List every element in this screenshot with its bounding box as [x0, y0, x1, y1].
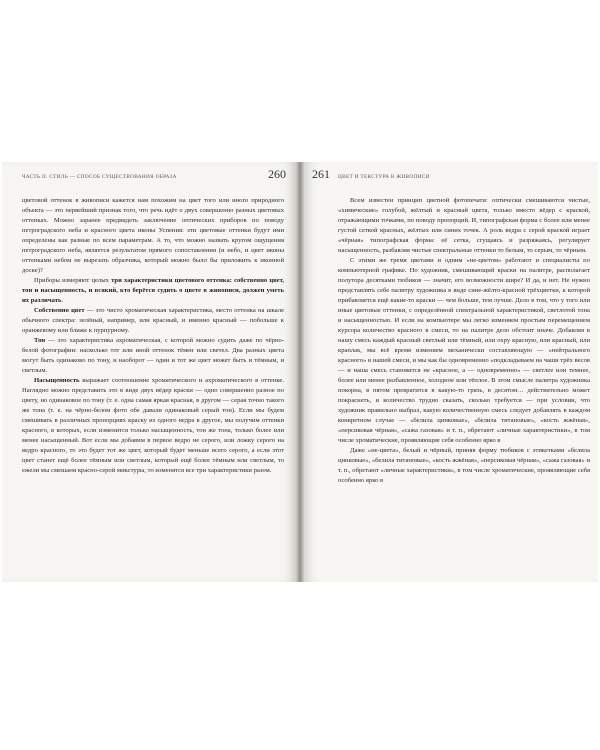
paragraph: Даже «не-цвета», белый и чёрный, приняв форму тюбиков с этикетками «белила цинковые», «белила титановые», «кость жжёная», «персиковая чёрная», «сажа газовая» и т. п., обретают «личные характеристики», в том числе хроматические, проявляющие себя особенно ярко в — [338, 447, 590, 484]
page-number-right: 261 — [312, 167, 330, 181]
paragraph: Всем известен принцип цветной фотопечати: оптически смешиваются чистые, «химические» голубой, жёлтый и красный цвета, только вместо вёдер с краской, отражающими точками, по поводу пропорций. И, типографская форма с более или менее густой сеткой красных, жёлтых или синих точек. А роль ведра с серой краской играет «чёрная» типографская форма: её сетка, сгущаясь и разряжаясь, регулирует насыщенность, разбавляя чистые спектральные оттенки то белым, то серым, то чёрным. — [338, 197, 590, 254]
left-page — [2, 162, 296, 582]
paragraph: цветовой оттенок в живописи кажется нам похожим на цвет того или иного природного объекта — это первейший признак того, что речь идёт о двух совершенно разных цветовых оттенках. Можно заранее предвидеть заключение оптических приборов по поводу петроградского неба и красного цвета иконы Успения: эти цветовые оттенки будут ими определены как разные по всем параметрам. А то, что можно назвать кругом ощущения петроградского неба, является результатом прямого сопоставления (и небо, и цвет иконы оттенками небом не вырезать образчика, который можно было бы приложить к иконной доске)? — [22, 197, 284, 274]
paragraph: Насыщенность выражает соотношение хроматического и ахроматического в оттенке. Наглядно можно представить это в виде двух вёдер краски — одно совершенно разное по цвету, но одинаковое по тону (т. е. одна самая яркая красная, в другом — серая точно такого же тона (т. е. на чёрно-белом фото обе давали одинаковый серый тон). Если мы будем смешивать в различных пропорциях краску из одного ведра в другое, мы получим оттенки красного, в которых, если изменится только насыщенность, тон же тона, только более или менее насыщенный. Вот если мы добавим в первое ведро не серого, или ложку серого на ведро красного, то это будет тот же цвет, который будет меньше всего серого, а если этот цвет станет ещё более тёмным или светлым, который ещё более тёмным или светлым, то ежели мы смешаем красно-серой микстуры, то изменятся все три характеристики разом. — [22, 377, 284, 474]
paragraph: Собственно цвет — это чисто хроматическая характеристика, место оттенка на шкале обычного спектра: зелёный, например, или красный, и именно красный — побольше к оранжевому или ближе к пурпурному. — [22, 307, 285, 334]
paragraph: С этими же тремя цветами и одним «не-цветом» работают и специалисты по компьютерной графике. Но художник, смешивающий краски на палитре, располагает полутора десятками тюбиков — значит, его возможности шире? И да, и нет. Не нужно представлять себе палитру художника в виде сине-жёлто-красной трёхцветки, к которой прибавляется ещё какие-то краски — чем больше, тем лучше. Дело в том, что у того или иные цветовые оттенки, с определённой спектральной характеристикой, светлотой тона и насыщенностью. И если на компьютере мы легко изменяем простым перемещением курсора количество красного в смеси, то на палитре дело обстоит иначе. Добавляя в нашу смесь каждый красный светлый или тёмный, или охру красную, или красный, или краплак, мы всё время изменяем механически составляющую — «нейтрального красного» в нашей смеси, и мы как бы одновременно «подкладываем на чаши трёх весов — и наша смесь становится не «красное, а — одновременно» — светлее или темнее, более или менее разбавленное, холодное или тёплое. В этом смысле палитра художника покорна, в пятом превратится в какую-то грязь, в десятом… действительно может покраснеть, и количество трудно сказать, сколько требуется — при условии, что художник правильно выбрал, какую количественную смесь следует добавлять в каждом конкретном случае — «белила цинковые», «белила титановые», «кость жжёная», «персиковая чёрная», «сажа газовая» и т. п., обретают «личные характеристики», в том числе хроматические, проявляющие себя особенно ярко в — [338, 257, 590, 444]
right-page-text — [338, 196, 590, 486]
running-header-right: ЦВЕТ И ТЕКСТУРА В ЖИВОПИСИ — [338, 174, 430, 180]
paragraph: Тон — это характеристика ахроматическая, с которой можно судить даже по чёрно-белой фотографии: насколько тот или иной оттенок тёмен или светел. Два разных цвета могут быть одинаково по тону, и наоборот — один и тот же цвет может быть и тёмным, и светлым. — [22, 337, 284, 374]
running-header-left: ЧАСТЬ II. СТИЛЬ — СПОСОБ СУЩЕСТВОВАНИЯ ОБРАЗА — [22, 174, 177, 180]
book-gutter — [296, 162, 304, 582]
left-page-text — [22, 196, 284, 476]
paragraph: Приборы измеряют целых три характеристики цветового оттенка: собственно цвет, тон и насыщенность, и всякий, кто берётся судить о цвете в живописи, должен уметь их различать. — [22, 277, 285, 304]
right-page — [304, 162, 598, 582]
page-number-left: 260 — [268, 167, 286, 181]
book-spread — [0, 150, 600, 590]
